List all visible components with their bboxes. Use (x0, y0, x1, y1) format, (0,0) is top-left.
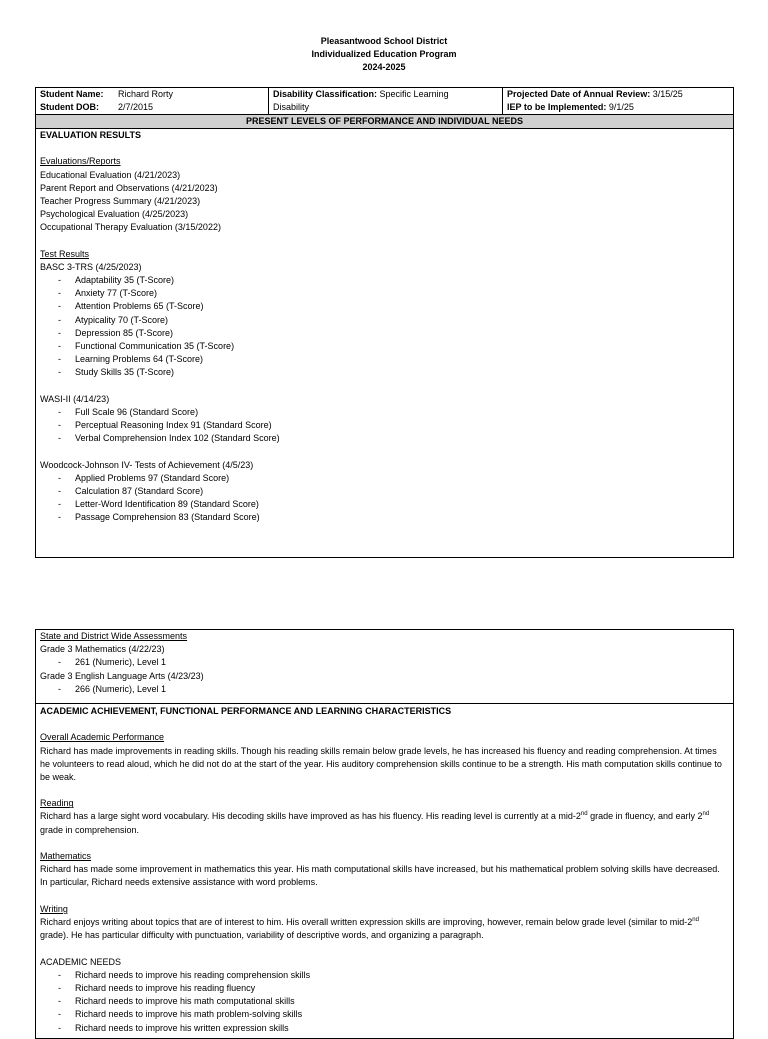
wj-list (40, 472, 729, 525)
basc-list (40, 274, 729, 380)
review-cell (503, 88, 733, 114)
list-item: - Richard needs to improve his math problem-solving skills (40, 1008, 729, 1021)
assessments-content (36, 630, 733, 1035)
district-name: Pleasantwood School District (320, 36, 448, 46)
ela-assessment-list (40, 683, 729, 696)
wj-title: Woodcock-Johnson IV- Tests of Achievement (4/5/23) (40, 459, 254, 470)
list-item: - Richard needs to improve his written expression skills (40, 1022, 729, 1035)
student-info-cell (36, 88, 269, 114)
academic-table (35, 629, 734, 1039)
list-item: - Full Scale 96 (Standard Score) (40, 406, 729, 419)
math-text: Richard has made some improvement in mathematics this year. His math computational skills have increased, but his mathematical problem solving skills have decreased. In particular, Richard needs extensive assistance with word problems. (40, 864, 720, 888)
list-item: - Attention Problems 65 (T-Score) (40, 300, 729, 313)
list-item: - Perceptual Reasoning Index 91 (Standard Score) (40, 419, 729, 432)
evaluation-table (35, 87, 734, 558)
list-item: - Functional Communication 35 (T-Score) (40, 340, 729, 353)
reading-heading: Reading (40, 798, 74, 809)
disability-label: Disability Classification: (273, 89, 378, 99)
report-item: Occupational Therapy Evaluation (3/15/2022) (40, 222, 221, 233)
overall-text: Richard has made improvements in reading skills. Though his reading skills remain below grade levels, he has increased his fluency and reading comprehension. At times he volunteers to read aloud, which he did not do at the start of the year. His auditory comprehension skills continue to be a strength. His math computation skills continue to be weak. (40, 745, 722, 782)
list-item: - Adaptability 35 (T-Score) (40, 274, 729, 287)
disability-cell (269, 88, 503, 114)
wasi-list (40, 406, 729, 446)
list-item: - Calculation 87 (Standard Score) (40, 485, 729, 498)
list-item: - Learning Problems 64 (T-Score) (40, 353, 729, 366)
program-title: Individualized Education Program (311, 49, 457, 59)
list-item: - Richard needs to improve his reading comprehension skills (40, 969, 729, 982)
list-item: - 261 (Numeric), Level 1 (40, 656, 729, 669)
assessments-heading: State and District Wide Assessments (40, 631, 188, 641)
academic-title: ACADEMIC ACHIEVEMENT, FUNCTIONAL PERFORMANCE AND LEARNING CHARACTERISTICS (40, 705, 452, 716)
list-item: - Applied Problems 97 (Standard Score) (40, 472, 729, 485)
needs-heading: ACADEMIC NEEDS (40, 956, 122, 967)
student-dob-label: Student DOB: (40, 101, 99, 112)
math-assessment-title: Grade 3 Mathematics (4/22/23) (40, 644, 165, 655)
list-item: - Verbal Comprehension Index 102 (Standard Score) (40, 432, 729, 445)
writing-heading: Writing (40, 903, 68, 914)
list-item: - Anxiety 77 (T-Score) (40, 287, 729, 300)
report-item: Psychological Evaluation (4/25/2023) (40, 209, 189, 220)
reports-heading: Evaluations/Reports (40, 156, 121, 167)
implemented-label: IEP to be Implemented: (507, 101, 607, 112)
list-item: - Richard needs to improve his math computational skills (40, 995, 729, 1008)
basc-title: BASC 3-TRS (4/25/2023) (40, 261, 142, 272)
reading-text: Richard has a large sight word vocabulary. His decoding skills have improved as has his fluency. His reading level is currently at a mid-2nd grade in fluency, and early 2nd grade in comprehension. (40, 811, 710, 835)
student-info-row (36, 88, 733, 115)
list-item: - Passage Comprehension 83 (Standard Score) (40, 511, 729, 524)
overall-heading: Overall Academic Performance (40, 732, 165, 743)
student-name: Richard Rorty (118, 89, 174, 99)
list-item: - Atypicality 70 (T-Score) (40, 314, 729, 327)
math-heading: Mathematics (40, 851, 92, 862)
evaluation-content (36, 129, 733, 525)
needs-list (40, 969, 729, 1035)
student-name-label: Student Name: (40, 89, 104, 99)
wasi-title: WASI-II (4/14/23) (40, 393, 110, 404)
disability-value: Specific Learning (379, 89, 449, 99)
list-item: - Study Skills 35 (T-Score) (40, 366, 729, 379)
report-item: Parent Report and Observations (4/21/2023) (40, 182, 218, 193)
list-item: - Depression 85 (T-Score) (40, 327, 729, 340)
annual-review-label: Projected Date of Annual Review: (507, 89, 651, 99)
document-header (0, 35, 768, 74)
ela-assessment-title: Grade 3 English Language Arts (4/23/23) (40, 670, 204, 681)
reports-list (40, 169, 729, 235)
list-item: - Letter-Word Identification 89 (Standard Score) (40, 498, 729, 511)
tests-heading: Test Results (40, 248, 90, 259)
student-dob: 2/7/2015 (118, 101, 154, 112)
report-item: Teacher Progress Summary (4/21/2023) (40, 195, 201, 206)
implemented-value: 9/1/25 (608, 101, 634, 112)
math-assessment-list (40, 656, 729, 669)
school-year: 2024-2025 (362, 62, 406, 72)
list-item: - Richard needs to improve his reading fluency (40, 982, 729, 995)
disability-value-cont: Disability (273, 101, 310, 112)
list-item: - 266 (Numeric), Level 1 (40, 683, 729, 696)
evaluation-title: EVALUATION RESULTS (40, 130, 141, 140)
annual-review-value: 3/15/25 (652, 89, 683, 99)
writing-text: Richard enjoys writing about topics that are of interest to him. His overall written expression skills are improving, however, remain below grade level (similar to mid-2nd grade). He has particular difficulty with punctuation, variability of descriptive words, and organizing a paragraph. (40, 917, 699, 941)
report-item: Educational Evaluation (4/21/2023) (40, 169, 181, 180)
section-banner: PRESENT LEVELS OF PERFORMANCE AND INDIVIDUAL NEEDS (36, 115, 733, 129)
